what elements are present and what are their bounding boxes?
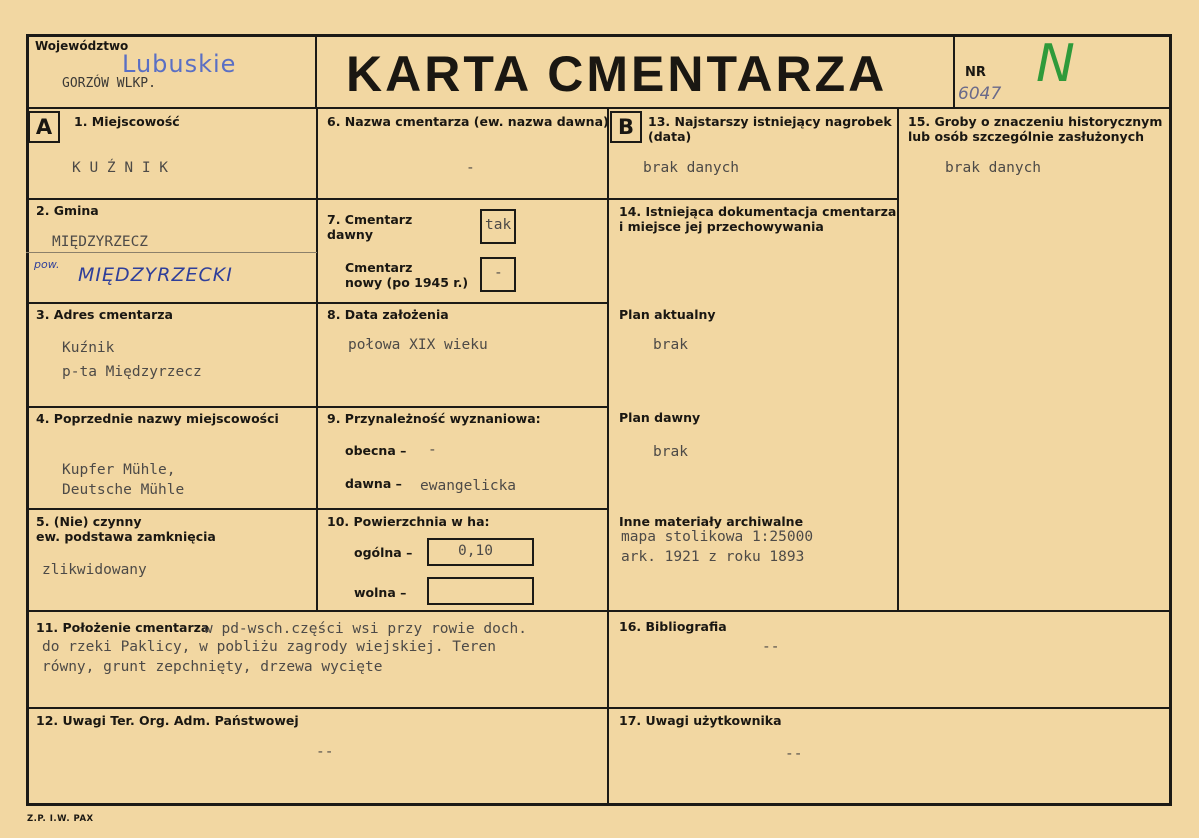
field-11-value-rest: do rzeki Paklicy, w pobliżu zagrody wiejskiej. Teren równy, grunt zepchnięty, drzewa wycięte xyxy=(42,639,496,675)
field-9-current-label: obecna – xyxy=(345,443,407,458)
field-10-label: 10. Powierzchnia w ha: xyxy=(327,514,490,529)
field-14-label: 14. Istniejąca dokumentacja cmentarza i miejsce jej przechowywania xyxy=(619,204,897,234)
field-10-free-box xyxy=(427,577,534,605)
field-10-free-label: wolna – xyxy=(354,585,407,600)
divider xyxy=(953,34,955,108)
divider xyxy=(607,107,609,806)
field-7-old-value: tak xyxy=(485,217,512,233)
field-8-label: 8. Data założenia xyxy=(327,307,449,322)
divider xyxy=(26,406,609,408)
field-8-value: połowa XIX wieku xyxy=(348,337,488,353)
field-13-label: 13. Najstarszy istniejący nagrobek (data) xyxy=(648,114,892,144)
wojewodztwo-typed: GORZÓW WLKP. xyxy=(62,76,156,91)
field-4-value: Kupfer Mühle, Deutsche Mühle xyxy=(62,462,185,498)
wojewodztwo-stamp: Lubuskie xyxy=(122,50,237,78)
section-letter-b: B xyxy=(610,111,642,143)
field-1-label: 1. Miejscowość xyxy=(74,114,180,129)
field-2-value: MIĘDZYRZECZ xyxy=(52,234,149,250)
field-16-value: -- xyxy=(762,639,780,655)
field-15-label: 15. Groby o znaczeniu historycznym lub osób szczególnie zasłużonych xyxy=(908,114,1163,144)
divider xyxy=(26,707,1172,709)
field-11-value-line1: w pd-wsch.części wsi przy rowie doch. xyxy=(204,621,528,637)
page-title: KARTA CMENTARZA xyxy=(346,46,888,102)
underline xyxy=(26,252,317,253)
field-4-label: 4. Poprzednie nazwy miejscowości xyxy=(36,411,279,426)
field-9-former-value: ewangelicka xyxy=(420,478,517,494)
nr-label: NR xyxy=(965,65,986,80)
wojewodztwo-label: Województwo xyxy=(35,39,129,53)
field-9-current-value: - xyxy=(428,442,437,458)
plan-former-value: brak xyxy=(653,444,688,460)
field-5-label: 5. (Nie) czynny ew. podstawa zamknięcia xyxy=(36,514,216,544)
field-12-label: 12. Uwagi Ter. Org. Adm. Państwowej xyxy=(36,713,299,728)
field-12-value: -- xyxy=(316,744,334,760)
field-17-value: -- xyxy=(785,746,803,762)
field-9-former-label: dawna – xyxy=(345,476,402,491)
divider xyxy=(315,34,317,108)
divider xyxy=(26,302,609,304)
divider xyxy=(26,508,609,510)
field-15-value: brak danych xyxy=(945,160,1042,176)
divider xyxy=(897,107,899,611)
field-10-total-value: 0,10 xyxy=(458,543,493,559)
field-11-label: 11. Położenie cmentarza xyxy=(36,620,210,635)
nr-mark: N xyxy=(1036,34,1075,94)
field-7-new-label: Cmentarz nowy (po 1945 r.) xyxy=(345,260,469,290)
plan-current-value: brak xyxy=(653,337,688,353)
divider xyxy=(607,198,898,200)
field-7-old-label: 7. Cmentarz dawny xyxy=(327,212,413,242)
field-3-value: Kuźnik p-ta Międzyrzecz xyxy=(62,340,202,380)
plan-current-label: Plan aktualny xyxy=(619,307,716,322)
field-6-value: - xyxy=(466,160,475,176)
field-5-value: zlikwidowany xyxy=(42,562,147,578)
field-2-label: 2. Gmina xyxy=(36,203,99,218)
field-2-hand: MIĘDZYRZECKI xyxy=(78,264,233,286)
divider xyxy=(26,198,317,200)
field-10-total-label: ogólna – xyxy=(354,545,413,560)
field-17-label: 17. Uwagi użytkownika xyxy=(619,713,782,728)
section-letter-a: A xyxy=(28,111,60,143)
field-3-label: 3. Adres cmentarza xyxy=(36,307,173,322)
divider xyxy=(26,610,1172,612)
other-materials-value: mapa stolikowa 1:25000 ark. 1921 z roku 1893 xyxy=(621,529,814,565)
field-2-hand-prefix: pow. xyxy=(34,258,60,271)
field-6-label: 6. Nazwa cmentarza (ew. nazwa dawna) xyxy=(327,114,609,129)
printer-mark: Z.P. I.W. PAX xyxy=(27,814,94,824)
divider xyxy=(316,198,609,200)
field-7-new-value: - xyxy=(494,265,503,281)
field-1-value: K U Ź N I K xyxy=(72,160,169,176)
field-16-label: 16. Bibliografia xyxy=(619,619,727,634)
divider xyxy=(26,107,1172,109)
nr-value: 6047 xyxy=(958,84,1002,104)
divider xyxy=(316,107,318,611)
field-13-value: brak danych xyxy=(643,160,740,176)
plan-former-label: Plan dawny xyxy=(619,410,701,425)
field-9-label: 9. Przynależność wyznaniowa: xyxy=(327,411,541,426)
other-materials-label: Inne materiały archiwalne xyxy=(619,514,804,529)
